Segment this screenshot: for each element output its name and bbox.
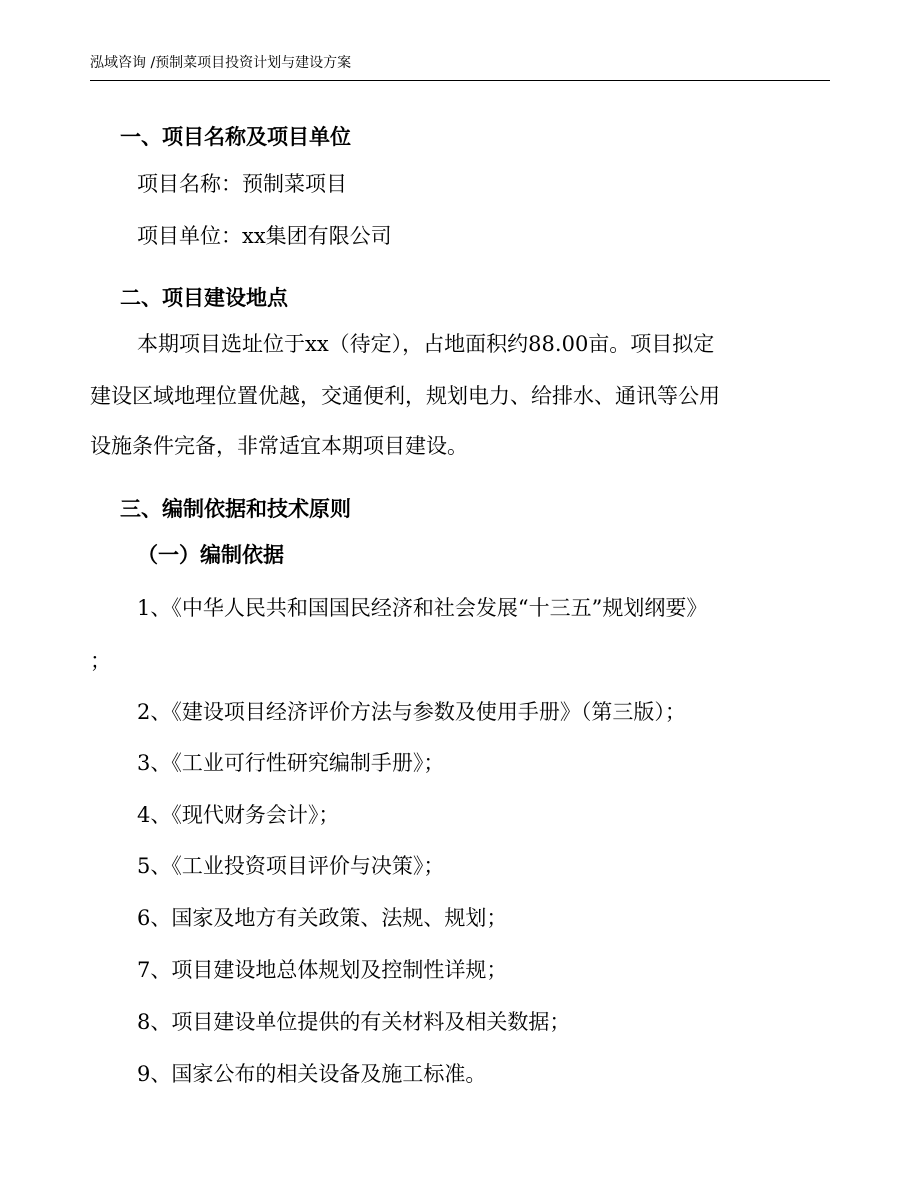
basis-item-9: 9、国家公布的相关设备及施工标准。	[137, 1062, 487, 1086]
location-paragraph-line-3: 设施条件完备，非常适宜本期项目建设。	[90, 434, 468, 458]
basis-item-3: 3、《工业可行性研究编制手册》；	[137, 751, 445, 775]
page-header: 泓域咨询 /预制菜项目投资计划与建设方案	[90, 54, 830, 81]
project-name-line: 项目名称：预制菜项目	[137, 172, 347, 196]
basis-item-8: 8、项目建设单位提供的有关材料及相关数据；	[137, 1010, 571, 1034]
section-1-heading: 一、项目名称及项目单位	[120, 124, 351, 149]
location-paragraph-line-1: 本期项目选址位于xx（待定），占地面积约88.00亩。项目拟定	[137, 332, 715, 356]
project-unit-line: 项目单位：xx集团有限公司	[137, 224, 392, 248]
basis-item-5: 5、《工业投资项目评价与决策》；	[137, 854, 445, 878]
basis-item-6: 6、国家及地方有关政策、法规、规划；	[137, 906, 508, 930]
basis-item-7: 7、项目建设地总体规划及控制性详规；	[137, 958, 508, 982]
section-3-subheading: （一）编制依据	[137, 542, 284, 567]
location-paragraph-line-2: 建设区域地理位置优越，交通便利，规划电力、给排水、通讯等公用	[90, 384, 720, 408]
basis-item-2: 2、《建设项目经济评价方法与参数及使用手册》（第三版）；	[137, 700, 686, 724]
basis-item-1-continuation: ；	[90, 649, 111, 673]
section-2-heading: 二、项目建设地点	[120, 285, 288, 310]
section-3-heading: 三、编制依据和技术原则	[120, 496, 351, 521]
basis-item-1: 1、《中华人民共和国国民经济和社会发展“十三五”规划纲要》	[137, 596, 708, 620]
basis-item-4: 4、《现代财务会计》；	[137, 803, 340, 827]
